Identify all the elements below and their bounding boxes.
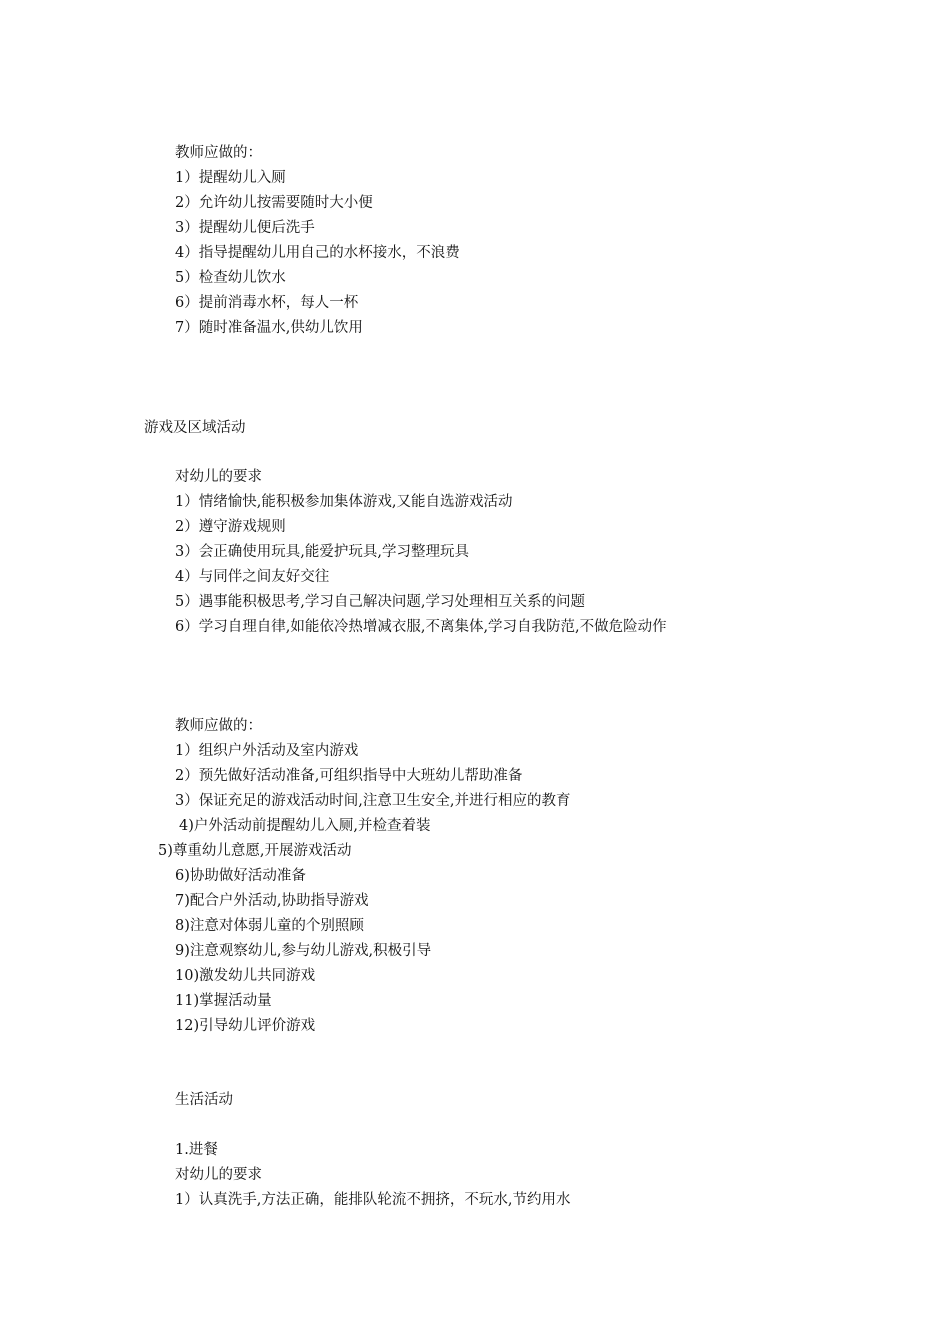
list-item: 6）提前消毒水杯，每人一杯 <box>175 295 359 311</box>
subsection-heading: 1.进餐 <box>175 1142 218 1158</box>
list-item: 1）认真洗手,方法正确，能排队轮流不拥挤，不玩水,节约用水 <box>175 1192 571 1208</box>
list-item: 5）遇事能积极思考,学习自己解决问题,学习处理相互关系的问题 <box>175 594 585 610</box>
list-item: 10)激发幼儿共同游戏 <box>175 968 316 984</box>
list-item: 8)注意对体弱儿童的个别照顾 <box>175 918 364 934</box>
list-item: 6）学习自理自律,如能依冷热增减衣服,不离集体,学习自我防范,不做危险动作 <box>175 619 667 635</box>
list-item: 4）与同伴之间友好交往 <box>175 569 330 585</box>
list-item: 3）会正确使用玩具,能爱护玩具,学习整理玩具 <box>175 544 469 560</box>
list-item: 3）保证充足的游戏活动时间,注意卫生安全,并进行相应的教育 <box>175 793 571 809</box>
list-item: 9)注意观察幼儿,参与幼儿游戏,积极引导 <box>175 943 432 959</box>
list-item: 1）组织户外活动及室内游戏 <box>175 743 359 759</box>
child-requirements-title: 对幼儿的要求 <box>175 469 262 485</box>
list-item: 3）提醒幼儿便后洗手 <box>175 220 315 236</box>
section-heading: 生活活动 <box>175 1092 233 1108</box>
list-item: 6)协助做好活动准备 <box>175 868 306 884</box>
list-item: 7)配合户外活动,协助指导游戏 <box>175 893 369 909</box>
list-item: 5)尊重幼儿意愿,开展游戏活动 <box>158 843 352 859</box>
list-item: 1）提醒幼儿入厕 <box>175 170 286 186</box>
list-item: 2）允许幼儿按需要随时大小便 <box>175 195 373 211</box>
list-item: 5）检查幼儿饮水 <box>175 270 286 286</box>
list-item: 12)引导幼儿评价游戏 <box>175 1018 316 1034</box>
teacher-duties-title: 教师应做的： <box>175 718 262 734</box>
section-heading: 游戏及区域活动 <box>144 420 246 436</box>
list-item: 4)户外活动前提醒幼儿入厕,并检查着装 <box>179 818 431 834</box>
list-item: 2）遵守游戏规则 <box>175 519 286 535</box>
list-item: 1）情绪愉快,能积极参加集体游戏,又能自选游戏活动 <box>175 494 513 510</box>
child-requirements-title: 对幼儿的要求 <box>175 1167 262 1183</box>
section1-title: 教师应做的： <box>175 145 262 161</box>
list-item: 2）预先做好活动准备,可组织指导中大班幼儿帮助准备 <box>175 768 523 784</box>
list-item: 4）指导提醒幼儿用自己的水杯接水，不浪费 <box>175 245 460 261</box>
list-item: 7）随时准备温水,供幼儿饮用 <box>175 320 363 336</box>
list-item: 11)掌握活动量 <box>175 993 272 1009</box>
